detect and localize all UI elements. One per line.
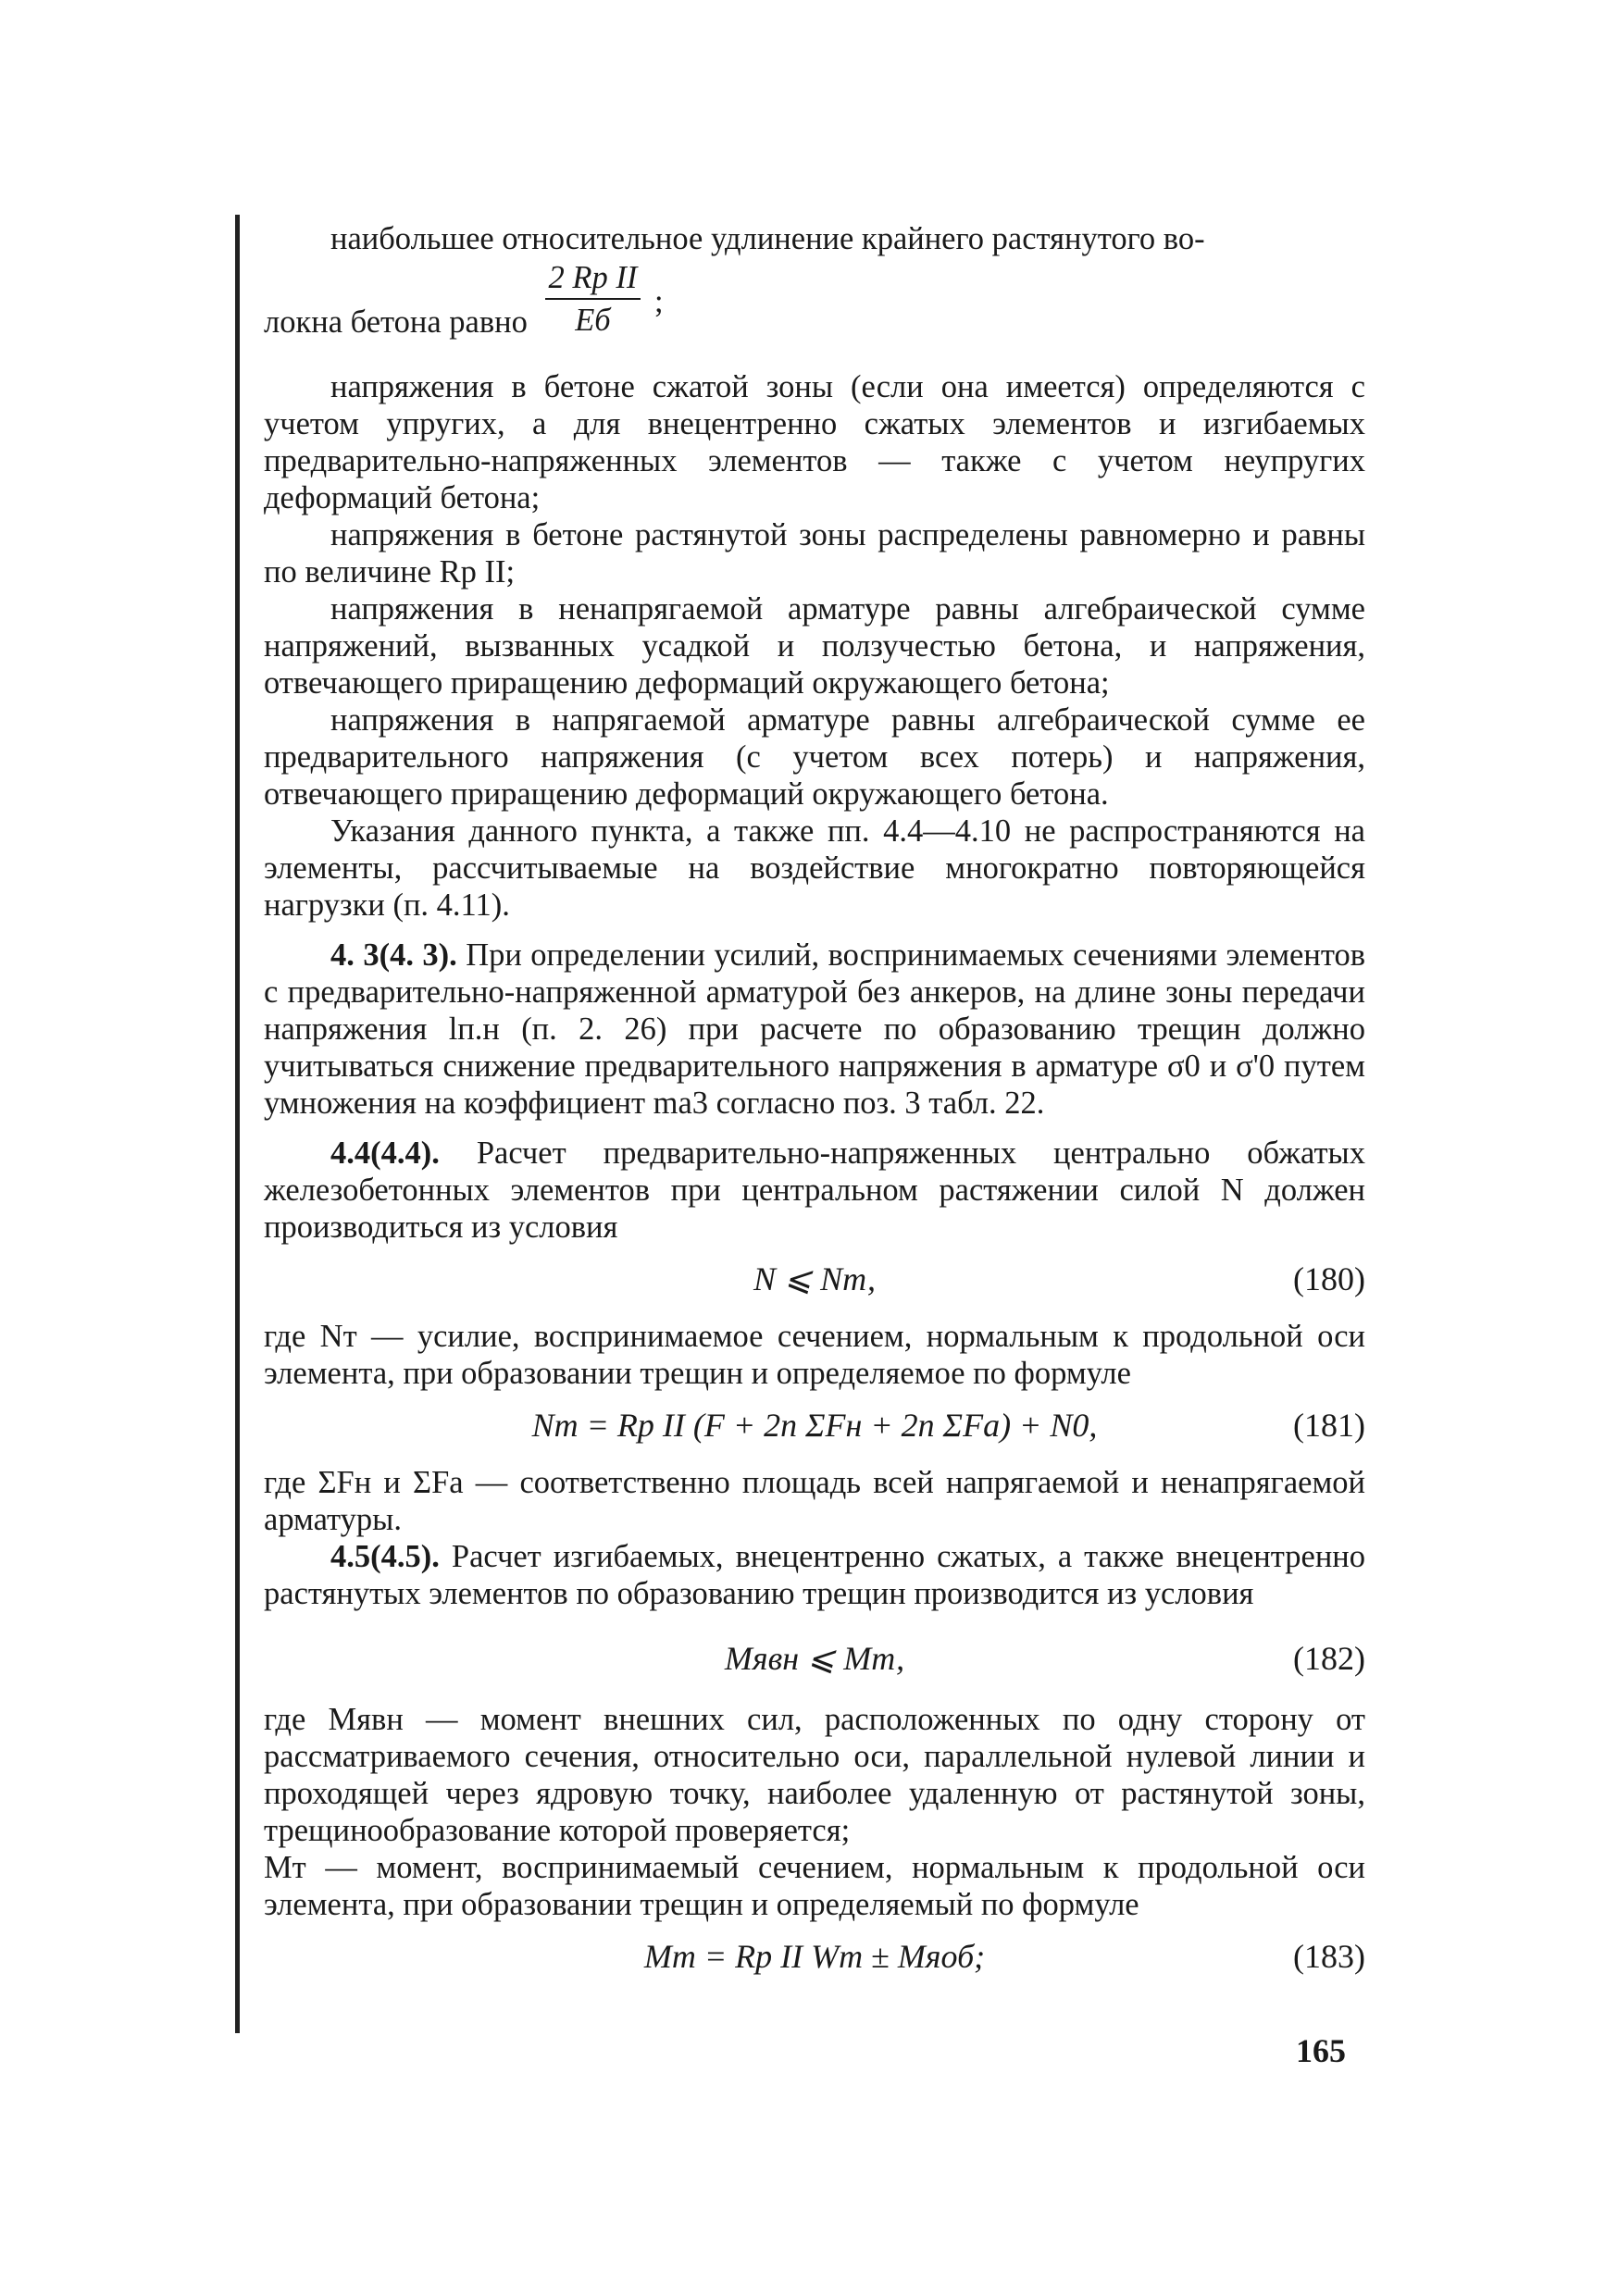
fraction (545, 259, 641, 339)
paragraph: локна бетона равно (264, 304, 528, 340)
equation-number: (181) (1293, 1407, 1365, 1444)
paragraph: Mт — момент, воспринимаемый сечением, нормальным к продольной оси элемента, при образовании трещин и определяемый по формуле (264, 1850, 1365, 1922)
paragraph: напряжения в напрягаемой арматуре равны алгебраической сумме ее предварительного напряжения (с учетом всех потерь) и напряжения, отвечающего приращению деформаций окружающего бетона. (264, 702, 1365, 812)
body-text (264, 220, 1365, 1995)
equation-number: (182) (1293, 1640, 1365, 1677)
paragraph: где ΣFн и ΣFа — соответственно площадь всей напрягаемой и ненапрягаемой арматуры. (264, 1465, 1365, 1537)
fraction-suffix: ; (653, 283, 664, 319)
margin-rule (235, 215, 240, 2033)
equation-180 (264, 1253, 1365, 1310)
equation-181 (264, 1399, 1365, 1457)
section-4-3 (264, 937, 1365, 1122)
equation-number: (180) (1293, 1260, 1365, 1297)
paragraph: При определении усилий, воспринимаемых сечениями элементов с предварительно-напряженной арматурой без анкеров, на длине зоны передачи напряжения lп.н (п. 2. 26) при расчете по образованию трещин должно учитываться снижение предварительного напряжения в арматуре σ0 и σ'0 путем умножения на коэффициент mа3 согласно поз. 3 табл. 22. (264, 937, 1365, 1121)
paragraph: наибольшее относительное удлинение крайнего растянутого во- (330, 221, 1205, 256)
paragraph: напряжения в бетоне растянутой зоны распределены равномерно и равны по величине Rp II; (264, 517, 1365, 590)
section-heading: 4.5(4.5). (330, 1539, 440, 1574)
section-4-4 (264, 1135, 1365, 1246)
equation-formula: Nт = Rp II (F + 2n ΣFн + 2n ΣFа) + N0, (531, 1407, 1098, 1444)
paragraph: Расчет предварительно-напряженных центрально обжатых железобетонных элементов при центральном растяжении силой N должен производиться из условия (264, 1136, 1365, 1245)
equation-formula: N ⩽ Nт, (753, 1260, 877, 1297)
paragraph: Расчет изгибаемых, внецентренно сжатых, а также внецентренно растянутых элементов по образованию трещин производится из условия (264, 1539, 1366, 1611)
paragraph: где Mявн — момент внешних сил, расположенных по одну сторону от рассматриваемого сечения, относительно оси, параллельной нулевой линии и проходящей через ядровую точку, наиболее удаленную от растянутой зоны, трещинообразование которой проверяется; (264, 1702, 1365, 1848)
equation-formula: Mявн ⩽ Mт, (724, 1640, 905, 1677)
fraction-numerator: 2 Rp II (545, 259, 641, 300)
paragraph: напряжения в бетоне сжатой зоны (если она имеется) определяются с учетом упругих, а для внецентренно сжатых элементов и изгибаемых предварительно-напряженных элементов — также с учетом неупругих деформаций бетона; (264, 369, 1365, 515)
section-heading: 4. 3(4. 3). (330, 937, 457, 973)
equation-number: (183) (1293, 1938, 1365, 1975)
paragraph: где Nт — усилие, воспринимаемое сечением, нормальным к продольной оси элемента, при образовании трещин и определяемое по формуле (264, 1319, 1365, 1391)
page-number: 165 (1296, 2032, 1346, 2069)
equation-183 (264, 1930, 1365, 1988)
section-heading: 4.4(4.4). (330, 1136, 440, 1171)
paragraph: напряжения в ненапрягаемой арматуре равны алгебраической сумме напряжений, вызванных усадкой и ползучестью бетона, и напряжения, отвечающего приращению деформаций окружающего бетона; (264, 591, 1365, 701)
equation-182 (264, 1620, 1365, 1694)
section-4-5 (264, 1538, 1365, 1612)
fraction-denominator: Eб (575, 303, 611, 338)
fraction-line (264, 257, 1365, 368)
equation-formula: Mт = Rp II Wт ± Mяоб; (643, 1938, 986, 1975)
paragraph: Указания данного пункта, а также пп. 4.4—4.10 не распространяются на элементы, рассчитываемые на воздействие многократно повторяющейся нагрузки (п. 4.11). (264, 813, 1365, 923)
